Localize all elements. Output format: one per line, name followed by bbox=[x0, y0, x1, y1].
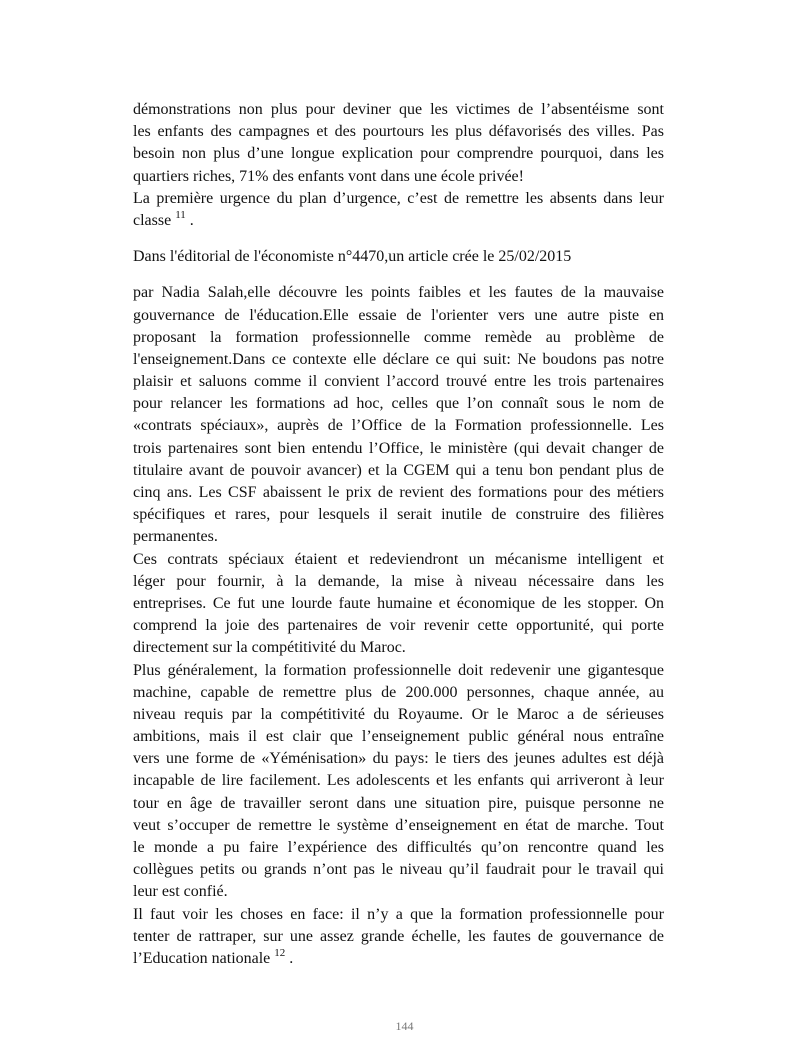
text-line bbox=[133, 393, 664, 415]
text-line bbox=[133, 704, 664, 726]
text-line bbox=[133, 188, 664, 210]
text-line bbox=[133, 837, 664, 859]
line-text: vers une forme de «Yéménisation» du pays: le tiers des jeunes adultes est déjà bbox=[133, 750, 664, 768]
footnote-reference: 11 bbox=[175, 208, 186, 221]
paragraph bbox=[133, 660, 664, 904]
text-line bbox=[133, 770, 664, 792]
line-text: léger pour fournir, à la demande, la mise à niveau nécessaire dans les bbox=[133, 572, 664, 590]
text-line bbox=[133, 815, 664, 837]
text-line bbox=[133, 793, 664, 815]
line-text: tenter de rattraper, sur une assez grande échelle, les fautes de gouvernance de bbox=[133, 927, 664, 945]
text-line bbox=[133, 482, 664, 504]
line-text: pour relancer les formations ad hoc, celles que l’on connaît sous le nom de bbox=[133, 395, 664, 413]
line-text: titulaire avant de pouvoir avancer) et la CGEM qui a tenu bon pendant plus de bbox=[133, 461, 664, 479]
text-line bbox=[133, 571, 664, 593]
text-line bbox=[133, 327, 664, 349]
line-text: proposant la formation professionnelle comme remède au problème de bbox=[133, 328, 664, 346]
line-text: plaisir et saluons comme il convient l’accord trouvé entre les trois partenaires bbox=[133, 373, 664, 391]
text-line bbox=[133, 682, 664, 704]
text-line bbox=[133, 143, 664, 165]
text-line bbox=[133, 904, 664, 926]
text-line bbox=[133, 210, 664, 232]
line-text: spécifiques et rares, pour lesquels il serait inutile de construire des filières bbox=[133, 506, 664, 524]
line-text: entreprises. Ce fut une lourde faute humaine et économique de les stopper. On bbox=[133, 594, 664, 612]
text-line bbox=[133, 305, 664, 327]
text-line bbox=[133, 637, 664, 659]
line-text: gouvernance de l'éducation.Elle essaie de l'orienter vers une autre piste en bbox=[133, 306, 664, 324]
line-text: démonstrations non plus pour deviner que les victimes de l’absentéisme sont bbox=[133, 101, 664, 118]
text-line bbox=[133, 371, 664, 393]
trailing-punctuation: . bbox=[189, 211, 194, 229]
text-line bbox=[133, 121, 664, 143]
paragraph bbox=[133, 188, 664, 232]
text-line bbox=[133, 282, 664, 304]
line-text: Dans l'éditorial de l'économiste n°4470,un article crée le 25/02/2015 bbox=[133, 248, 572, 266]
text-line bbox=[133, 460, 664, 482]
line-text: directement sur la compétitivité du Maroc. bbox=[133, 639, 406, 657]
page-number: 144 bbox=[395, 1019, 414, 1033]
text-line bbox=[133, 615, 664, 637]
text-line bbox=[133, 438, 664, 460]
line-text: trois partenaires sont bien entendu l’Office, le ministère (qui devait changer de bbox=[133, 439, 664, 457]
line-text: ambitions, mais il est clair que l’enseignement public général nous entraîne bbox=[133, 728, 664, 746]
text-line bbox=[133, 593, 664, 615]
text-line bbox=[133, 349, 664, 371]
text-line bbox=[133, 926, 664, 948]
line-text: l’Education nationale bbox=[133, 949, 271, 967]
line-text: leur est confié. bbox=[133, 883, 228, 901]
text-line bbox=[133, 549, 664, 571]
document-body bbox=[133, 99, 664, 970]
line-text: tour en âge de travailler seront dans une situation pire, puisque personne ne bbox=[133, 794, 664, 812]
text-line bbox=[133, 948, 664, 970]
text-line bbox=[133, 881, 664, 903]
line-text: cinq ans. Les CSF abaissent le prix de revient des formations pour des métiers bbox=[133, 484, 664, 501]
paragraph bbox=[133, 549, 664, 660]
line-text: Il faut voir les choses en face: il n’y a que la formation professionnelle pour bbox=[133, 905, 664, 923]
text-line bbox=[133, 748, 664, 770]
line-text: incapable de lire facilement. Les adolescents et les enfants qui arriveront à leur bbox=[133, 772, 664, 790]
line-text: par Nadia Salah,elle découvre les points faibles et les fautes de la mauvaise bbox=[133, 284, 664, 302]
paragraph bbox=[133, 904, 664, 971]
paragraph bbox=[133, 282, 664, 548]
paragraph bbox=[133, 246, 664, 268]
line-text: comprend la joie des partenaires de voir revenir cette opportunité, qui porte bbox=[133, 617, 664, 635]
line-text: machine, capable de remettre plus de 200.000 personnes, chaque année, au bbox=[133, 683, 664, 701]
text-line bbox=[133, 166, 664, 188]
line-text: permanentes. bbox=[133, 528, 218, 546]
line-text: l'enseignement.Dans ce contexte elle déclare ce qui suit: Ne boudons pas notre bbox=[133, 350, 664, 368]
line-text: «contrats spéciaux», auprès de l’Office de la Formation professionnelle. Les bbox=[133, 417, 664, 435]
text-line bbox=[133, 526, 664, 548]
text-line bbox=[133, 99, 664, 121]
trailing-punctuation: . bbox=[289, 949, 294, 967]
text-line bbox=[133, 726, 664, 748]
line-text: le monde a pu faire l’expérience des difficultés qu’on rencontre quand les bbox=[133, 839, 664, 856]
paragraph bbox=[133, 99, 664, 188]
line-text: collègues petits ou grands n’ont pas le niveau qu’il faudrait pour le travail qui bbox=[133, 861, 664, 879]
text-line bbox=[133, 246, 664, 268]
line-text: veut s’occuper de remettre le système d’enseignement en état de marche. Tout bbox=[133, 816, 664, 834]
text-line bbox=[133, 660, 664, 682]
line-text: quartiers riches, 71% des enfants vont dans une école privée! bbox=[133, 167, 524, 185]
line-text: La première urgence du plan d’urgence, c’est de remettre les absents dans leur bbox=[133, 189, 664, 207]
text-line bbox=[133, 504, 664, 526]
footnote-reference: 12 bbox=[274, 946, 286, 959]
line-text: Plus généralement, la formation professionnelle doit redevenir une gigantesque bbox=[133, 661, 664, 679]
line-text: Ces contrats spéciaux étaient et redeviendront un mécanisme intelligent et bbox=[133, 550, 664, 568]
line-text: classe bbox=[133, 211, 172, 229]
line-text: niveau requis par la compétitivité du Royaume. Or le Maroc a de sérieuses bbox=[133, 705, 664, 723]
text-line bbox=[133, 415, 664, 437]
text-line bbox=[133, 859, 664, 881]
line-text: besoin non plus d’une longue explication pour comprendre pourquoi, dans les bbox=[133, 145, 664, 163]
line-text: les enfants des campagnes et des pourtours les plus défavorisés des villes. Pas bbox=[133, 123, 664, 141]
